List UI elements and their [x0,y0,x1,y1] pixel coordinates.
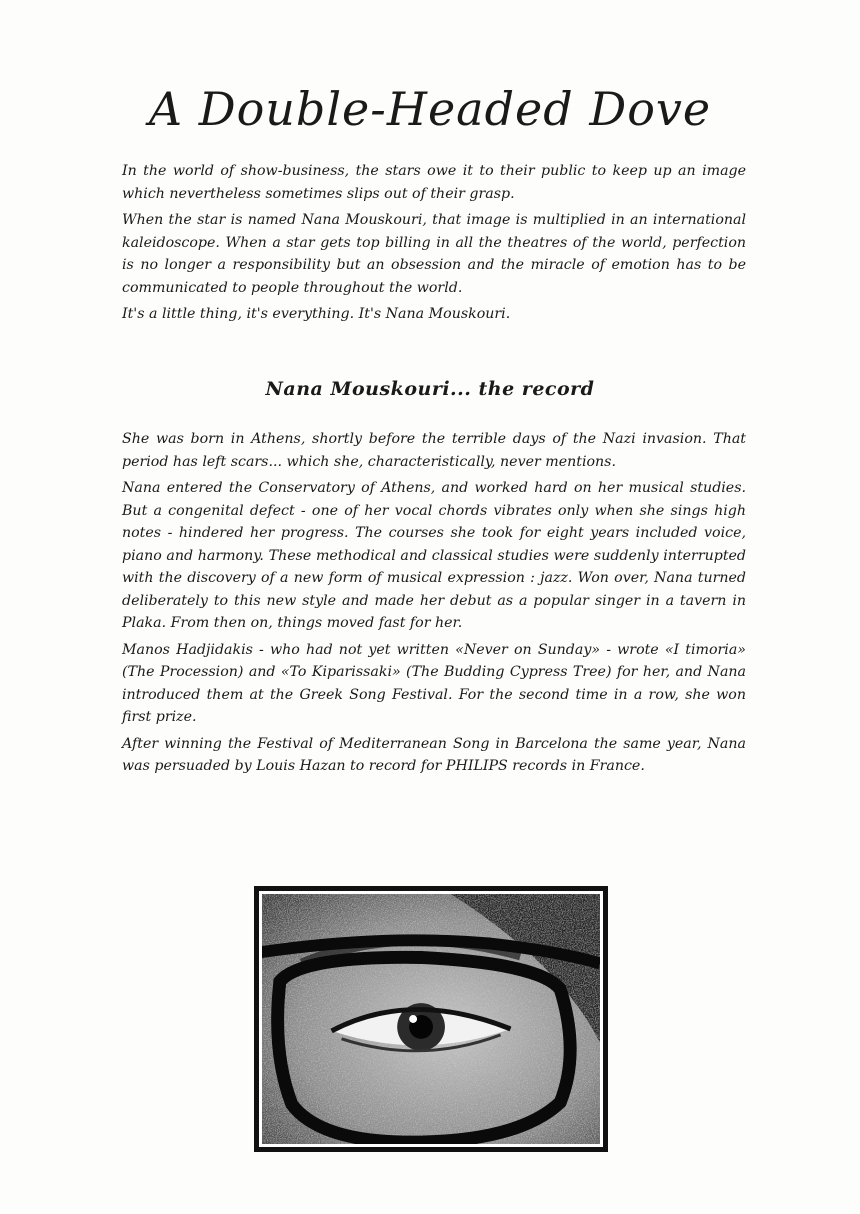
main-text [122,428,746,782]
body-paragraph: Manos Hadjidakis - who had not yet written «Never on Sunday» - wrote «I timoria» (The Procession) and «To Kiparissaki» (The Budding Cypress Tree) for her, and Nana introduced them at the Greek Song Festival. For the second time in a row, she won first prize. [122,641,746,725]
intro-paragraph: In the world of show-business, the stars owe it to their public to keep up an image which nevertheless sometimes slips out of their grasp. [122,163,746,202]
eye-with-glasses-illustration [262,894,600,1144]
body-paragraph: She was born in Athens, shortly before the terrible days of the Nazi invasion. That period has left scars... which she, characteristically, never mentions. [122,431,746,470]
eye-photo [254,886,608,1152]
section-heading: Nana Mouskouri... the record [265,378,595,400]
body-paragraph: Nana entered the Conservatory of Athens, and worked hard on her musical studies. But a congenital defect - one of her vocal chords vibrates only when she sings high notes - hindered her progress. The courses she took for eight years included voice, piano and harmony. These methodical and classical studies were suddenly interrupted with the discovery of a new form of musical expression : jazz. Won over, Nana turned deliberately to this new style and made her debut as a popular singer in a tavern in Plaka. From then on, things moved fast for her. [122,480,746,631]
intro-text [122,160,746,330]
intro-paragraph: When the star is named Nana Mouskouri, that image is multiplied in an international kaleidoscope. When a star gets top billing in all the theatres of the world, perfection is no longer a responsibility but an obsession and the miracle of emotion has to be communicated to people throughout the world. [122,212,746,296]
intro-paragraph: It's a little thing, it's everything. It's Nana Mouskouri. [122,306,511,322]
page-title: A Double-Headed Dove [148,82,712,136]
body-paragraph: After winning the Festival of Mediterranean Song in Barcelona the same year, Nana was persuaded by Louis Hazan to record for PHILIPS records in France. [122,735,746,774]
